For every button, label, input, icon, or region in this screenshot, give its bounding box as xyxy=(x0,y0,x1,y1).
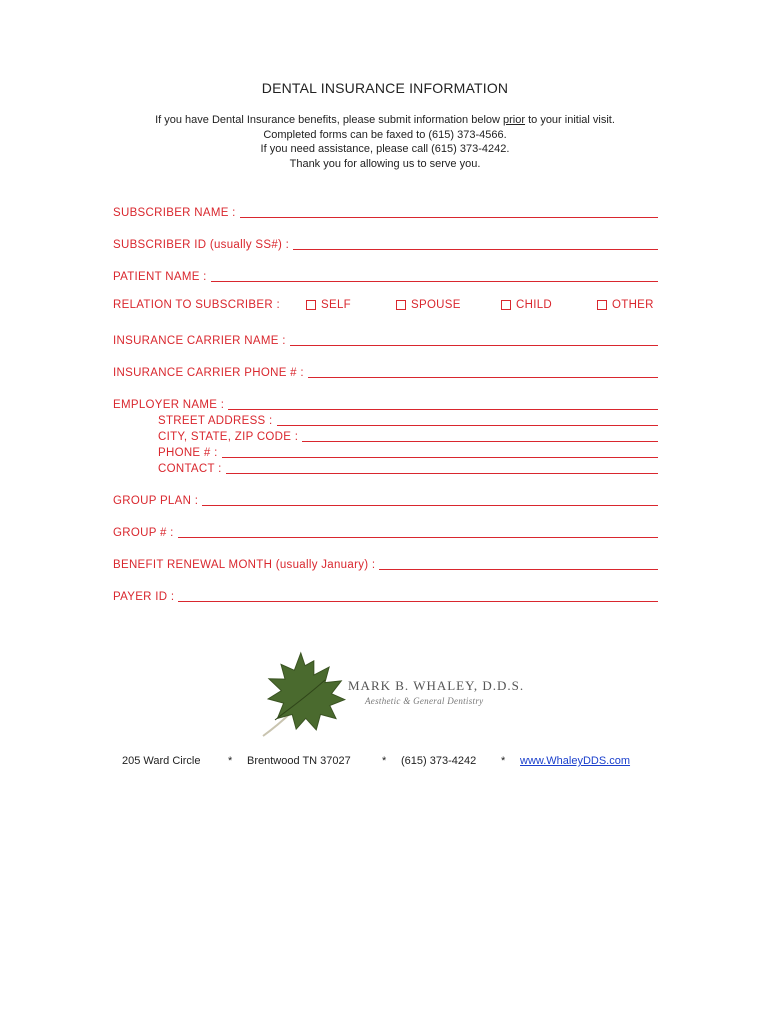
checkbox-icon[interactable] xyxy=(396,300,406,310)
relation-option-spouse[interactable] xyxy=(396,299,461,311)
relation-option-other-label: OTHER xyxy=(612,299,654,311)
subscriber-id-field[interactable] xyxy=(293,238,658,250)
group-plan-label: GROUP PLAN : xyxy=(113,495,199,507)
employer-phone-field[interactable] xyxy=(222,446,658,458)
contact-row xyxy=(158,459,658,475)
relation-row xyxy=(113,299,658,315)
group-number-field[interactable] xyxy=(178,526,658,538)
group-plan-row xyxy=(113,491,658,507)
carrier-name-row xyxy=(113,331,658,347)
subscriber-name-label: SUBSCRIBER NAME : xyxy=(113,207,236,219)
footer-phone: (615) 373-4242 xyxy=(401,755,477,767)
intro-emphasis: prior xyxy=(503,114,526,126)
employer-name-field[interactable] xyxy=(228,398,658,410)
city-state-zip-field[interactable] xyxy=(302,430,658,442)
checkbox-icon[interactable] xyxy=(306,300,316,310)
carrier-phone-row xyxy=(113,363,658,379)
subscriber-name-field[interactable] xyxy=(240,206,658,218)
intro-line-1-start: If you have Dental Insurance benefits, please submit information below xyxy=(155,114,504,126)
employer-phone-label: PHONE # : xyxy=(158,447,218,459)
relation-option-self[interactable] xyxy=(306,299,351,311)
practice-logo xyxy=(255,650,525,740)
intro-line-3: If you need assistance, please call (615) 373-4242. xyxy=(260,143,510,155)
footer-separator: * xyxy=(228,755,233,767)
employer-name-label: EMPLOYER NAME : xyxy=(113,399,225,411)
street-address-label: STREET ADDRESS : xyxy=(158,415,273,427)
footer-address: 205 Ward Circle xyxy=(122,755,201,767)
group-number-label: GROUP # : xyxy=(113,527,174,539)
group-number-row xyxy=(113,523,658,539)
subscriber-name-row xyxy=(113,203,658,219)
footer-city: Brentwood TN 37027 xyxy=(247,755,351,767)
relation-option-other[interactable] xyxy=(597,299,654,311)
carrier-phone-label: INSURANCE CARRIER PHONE # : xyxy=(113,367,304,379)
subscriber-id-row xyxy=(113,235,658,251)
employer-phone-row xyxy=(158,443,658,459)
relation-option-child[interactable] xyxy=(501,299,552,311)
contact-field[interactable] xyxy=(226,462,658,474)
patient-name-field[interactable] xyxy=(211,270,658,282)
carrier-phone-field[interactable] xyxy=(308,366,658,378)
footer-website-link[interactable]: www.WhaleyDDS.com xyxy=(520,755,631,767)
page-title: DENTAL INSURANCE INFORMATION xyxy=(261,80,509,96)
benefit-renewal-label: BENEFIT RENEWAL MONTH (usually January) : xyxy=(113,559,376,571)
relation-option-self-label: SELF xyxy=(321,299,351,311)
payer-id-row xyxy=(113,587,658,603)
benefit-renewal-field[interactable] xyxy=(379,558,658,570)
benefit-renewal-row xyxy=(113,555,658,571)
footer-website-wrap xyxy=(520,755,630,767)
relation-option-spouse-label: SPOUSE xyxy=(411,299,461,311)
footer-separator: * xyxy=(382,755,387,767)
intro-text xyxy=(0,113,770,171)
carrier-name-label: INSURANCE CARRIER NAME : xyxy=(113,335,286,347)
employer-name-row xyxy=(113,395,658,411)
checkbox-icon[interactable] xyxy=(501,300,511,310)
payer-id-label: PAYER ID : xyxy=(113,591,175,603)
contact-label: CONTACT : xyxy=(158,463,222,475)
intro-line-2: Completed forms can be faxed to (615) 373-4566. xyxy=(263,128,507,141)
street-address-field[interactable] xyxy=(277,414,658,426)
carrier-name-field[interactable] xyxy=(290,334,658,346)
intro-line-1 xyxy=(0,113,770,128)
practice-tagline: Aesthetic & General Dentistry xyxy=(365,696,484,706)
intro-line-4: Thank you for allowing us to serve you. xyxy=(289,157,481,170)
street-address-row xyxy=(158,411,658,427)
relation-label: RELATION TO SUBSCRIBER : xyxy=(113,299,280,311)
patient-name-row xyxy=(113,267,658,283)
city-state-zip-row xyxy=(158,427,658,443)
oak-leaf-icon xyxy=(255,650,350,740)
group-plan-field[interactable] xyxy=(202,494,658,506)
intro-line-1-end: to your initial visit. xyxy=(525,114,615,126)
patient-name-label: PATIENT NAME : xyxy=(113,271,207,283)
footer-separator: * xyxy=(501,755,506,767)
payer-id-field[interactable] xyxy=(178,590,658,602)
subscriber-id-label: SUBSCRIBER ID (usually SS#) : xyxy=(113,239,290,251)
city-state-zip-label: CITY, STATE, ZIP CODE : xyxy=(158,431,299,443)
practice-name: MARK B. WHALEY, D.D.S. xyxy=(348,678,525,693)
relation-option-child-label: CHILD xyxy=(516,299,553,311)
checkbox-icon[interactable] xyxy=(597,300,607,310)
